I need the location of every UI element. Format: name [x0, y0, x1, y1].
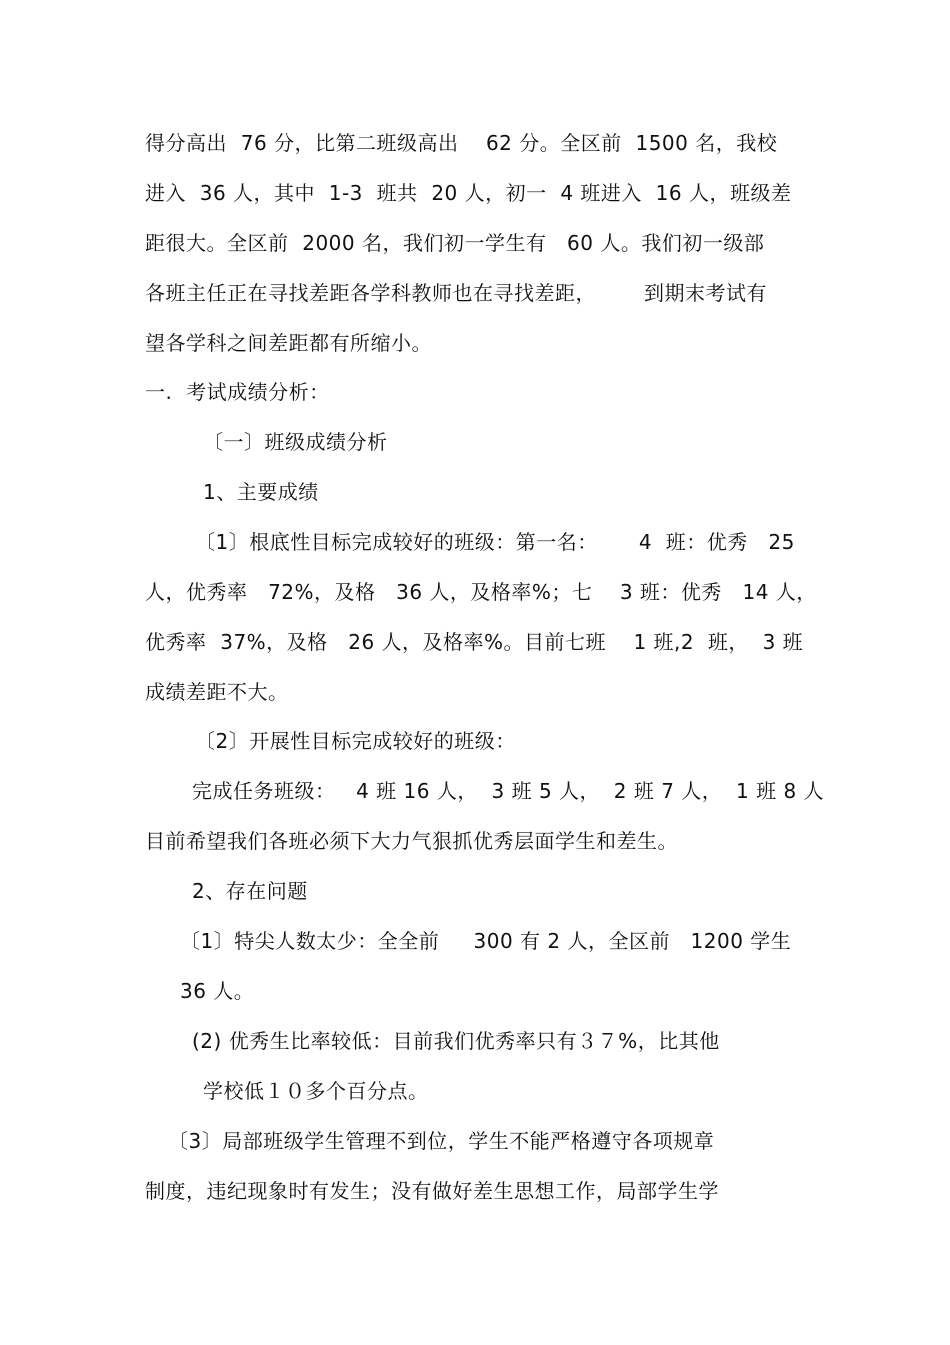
paragraph-line: 成绩差距不大。 — [145, 680, 289, 704]
paragraph-line: 制度，违纪现象时有发生；没有做好差生思想工作，局部学生学 — [145, 1179, 719, 1203]
paragraph-line: 完成任务班级： 4 班 16 人， 3 班 5 人， 2 班 7 人， 1 班 8 人 — [192, 779, 825, 803]
paragraph-line: 得分高出 76 分，比第二班级高出 62 分。全区前 1500 名，我校 — [145, 131, 778, 155]
paragraph-line: 〔2〕开展性目标完成较好的班级： — [195, 729, 516, 753]
paragraph-line: 〔1〕根底性目标完成较好的班级：第一名： 4 班：优秀 25 — [195, 530, 795, 554]
paragraph-line: 进入 36 人，其中 1-3 班共 20 人，初一 4 班进入 16 人，班级差 — [145, 181, 792, 205]
paragraph-line: 36 人。 — [180, 979, 255, 1003]
paragraph-line: 〔3〕局部班级学生管理不到位，学生不能严格遵守各项规章 — [168, 1129, 715, 1153]
paragraph-line: 各班主任正在寻找差距各学科教师也在寻找差距， 到期末考试有 — [145, 281, 768, 305]
section-heading: 一. 考试成绩分析： — [145, 380, 330, 404]
paragraph-line: 学校低１０多个百分点。 — [203, 1079, 429, 1103]
paragraph-line: 望各学科之间差距都有所缩小。 — [145, 331, 432, 355]
subsection-heading: 〔一〕班级成绩分析 — [203, 430, 388, 454]
item-heading: 1、主要成绩 — [203, 480, 319, 504]
paragraph-line: 目前希望我们各班必须下大力气狠抓优秀层面学生和差生。 — [145, 829, 678, 853]
paragraph-line: 优秀率 37%，及格 26 人，及格率%。目前七班 1 班,2 班， 3 班 — [145, 630, 804, 654]
item-heading: 2、存在问题 — [192, 879, 308, 903]
paragraph-line: (2) 优秀生比率较低：目前我们优秀率只有３７%，比其他 — [192, 1029, 720, 1053]
paragraph-line: 〔1〕特尖人数太少：全全前 300 有 2 人，全区前 1200 学生 — [180, 929, 792, 953]
paragraph-line: 人，优秀率 72%，及格 36 人，及格率%；七 3 班：优秀 14 人， — [145, 580, 817, 604]
paragraph-line: 距很大。全区前 2000 名，我们初一学生有 60 人。我们初一级部 — [145, 231, 765, 255]
